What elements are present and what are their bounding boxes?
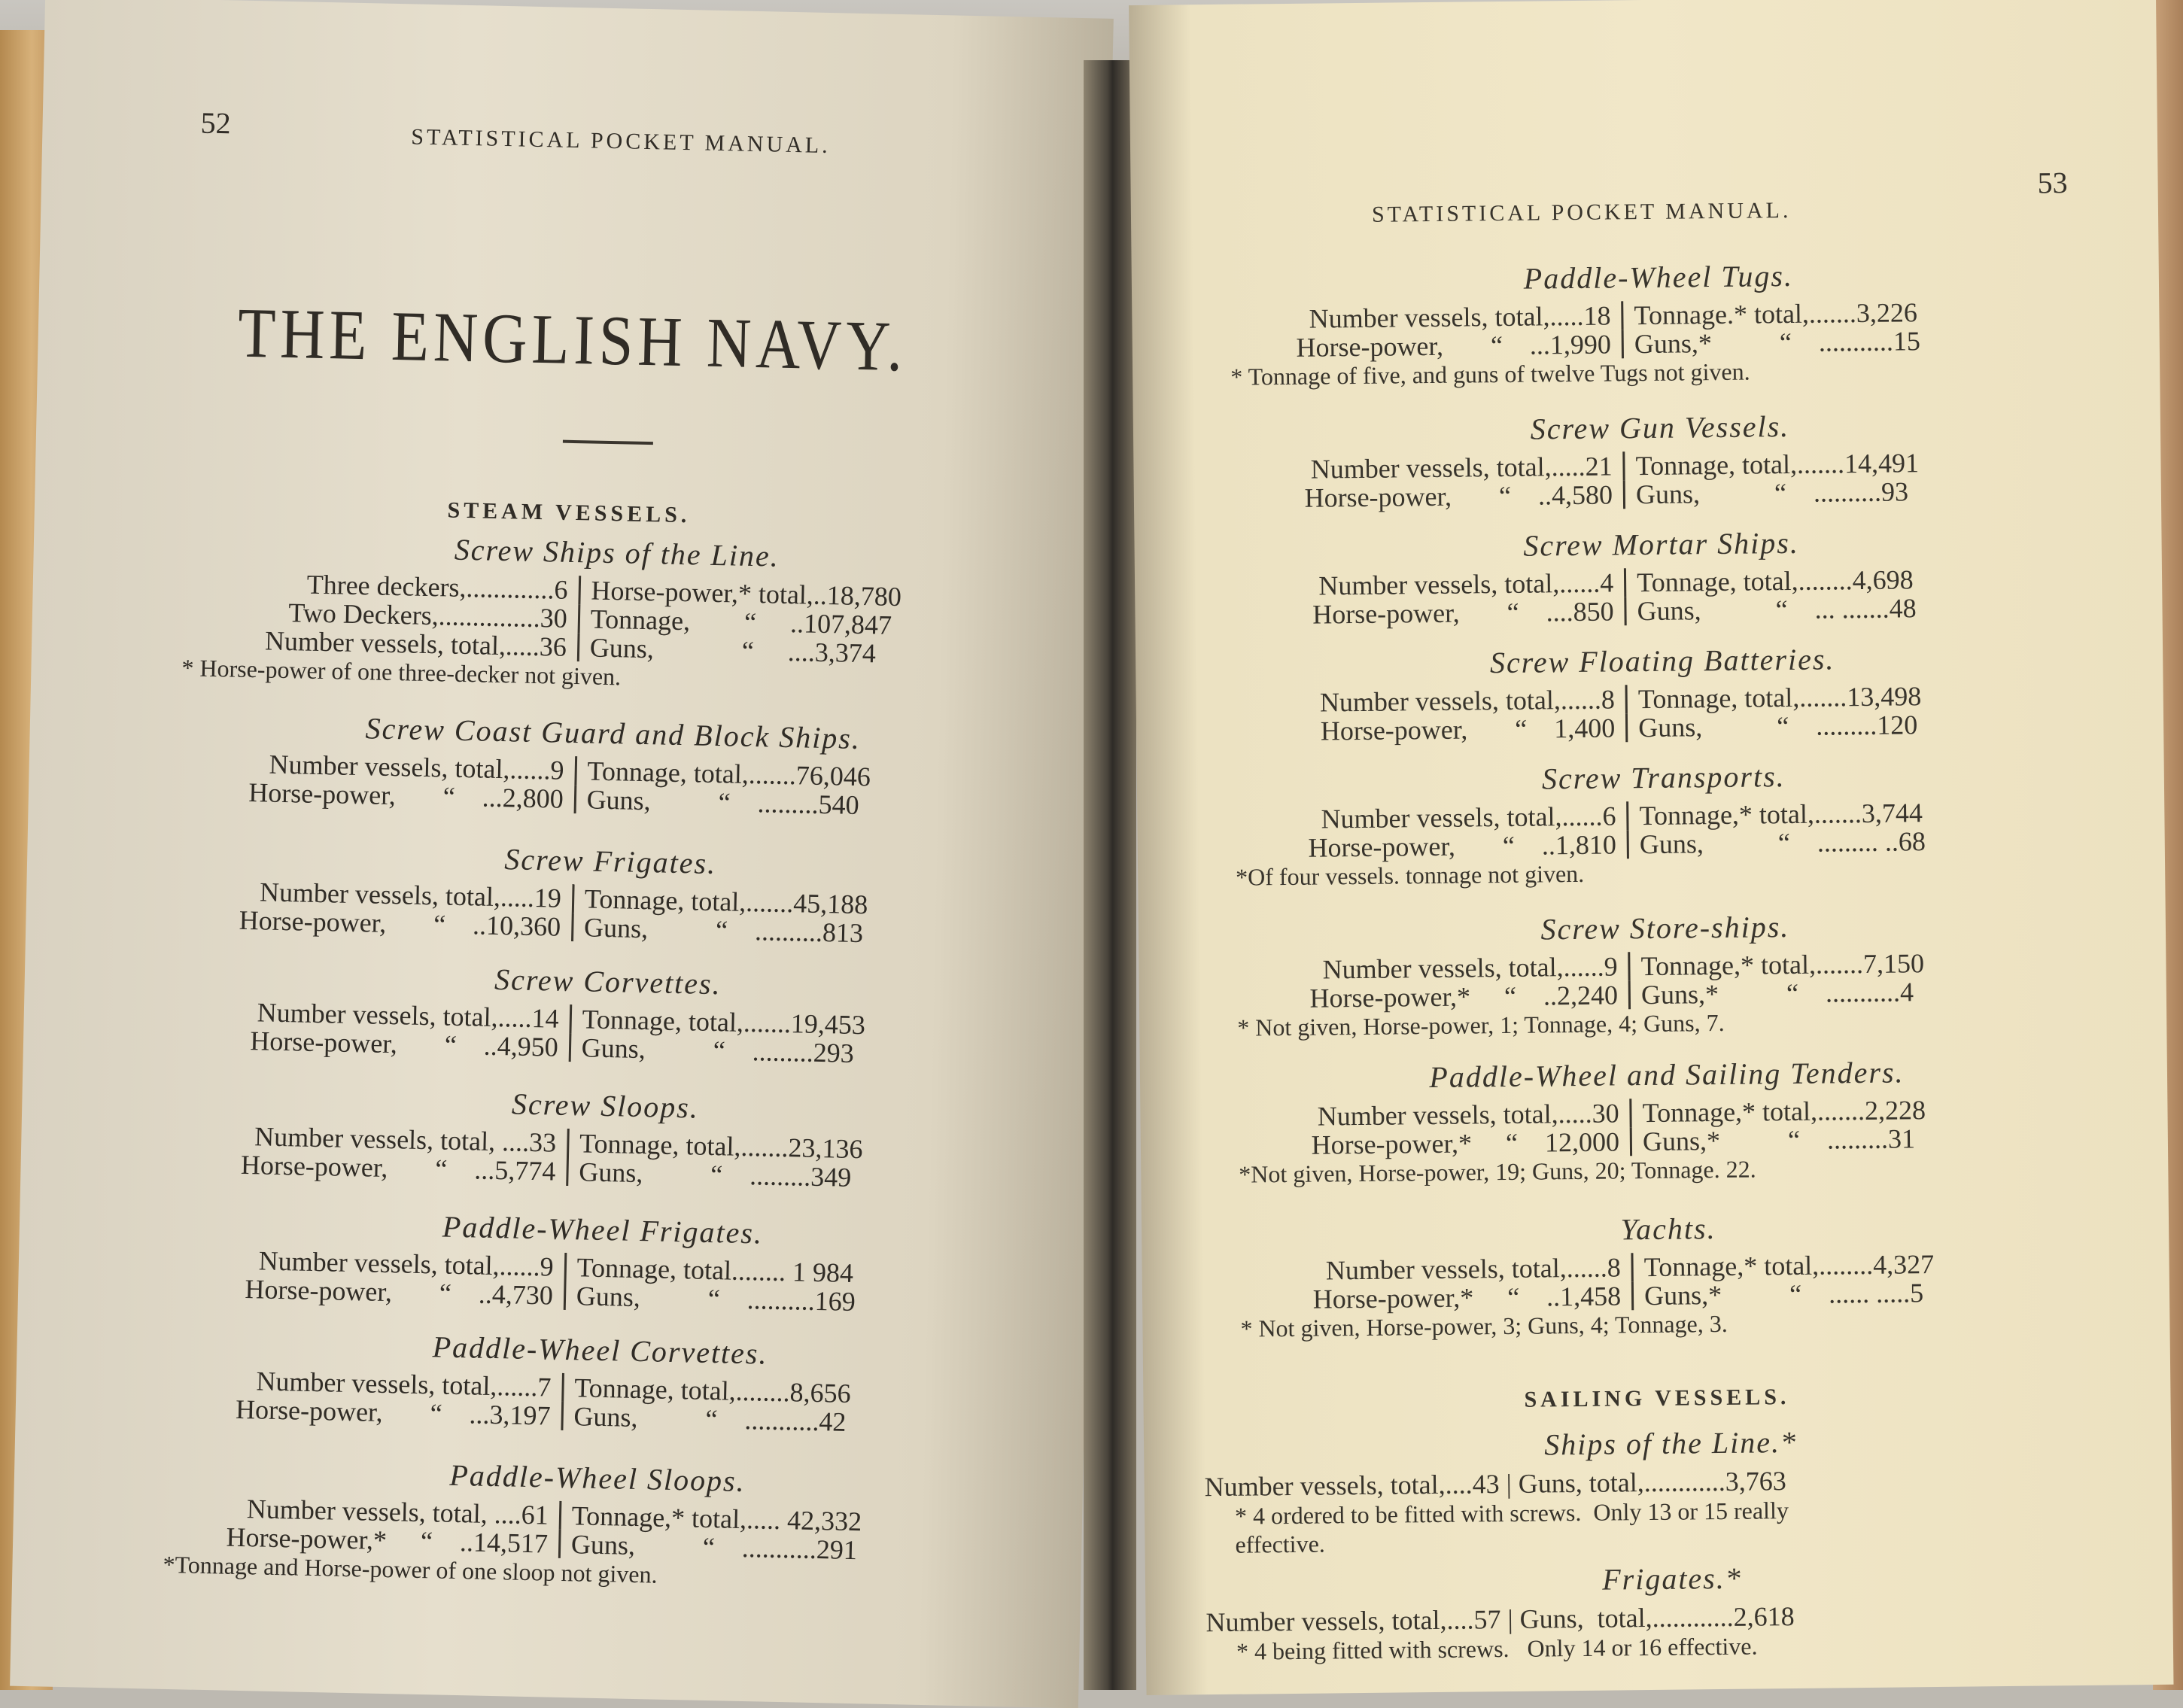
footnote: * Tonnage of five, and guns of twelve Tugs not given. xyxy=(1230,357,1750,391)
row-left-cell: Number vessels, total,.....18 xyxy=(1192,301,1624,334)
footnote: *Of four vessels. tonnage not given. xyxy=(1235,859,1585,891)
row-right-cell: Guns, “ ...........42 xyxy=(573,1401,847,1437)
page-number-left: 52 xyxy=(200,105,232,141)
row-right-cell: Guns, “ .........120 xyxy=(1638,710,1918,743)
row-right-cell: Guns, “ .........293 xyxy=(581,1032,855,1068)
row-right-cell: Guns, “ .........540 xyxy=(586,784,860,821)
table-row: Number vessels, total,....57 | Guns, total,............2,618 xyxy=(1206,1601,1795,1638)
row-left-cell: Number vessels, total,......8 xyxy=(1202,1253,1634,1286)
right-page xyxy=(1129,0,2173,1695)
footnote: * 4 being fitted with screws. Only 14 or 16 effective. xyxy=(1236,1632,1758,1665)
row-left-cell: Horse-power,* “ ..1,458 xyxy=(1202,1281,1634,1314)
row-right-cell: Guns, “ ..........93 xyxy=(1635,476,1909,510)
table-section xyxy=(1200,1052,2135,1189)
title-rule xyxy=(563,440,653,445)
row-right-cell: Tonnage, total,.......76,046 xyxy=(587,755,871,792)
row-left-cell: Three deckers,.............6 xyxy=(146,567,581,604)
section-title: Ships of the Line.* xyxy=(1543,1424,1798,1462)
row-right-cell: Guns,* “ ...........4 xyxy=(1640,977,1914,1011)
table-section xyxy=(1202,1206,2136,1343)
table-section xyxy=(129,1323,1071,1441)
table-row: Number vessels, total,....43 | Guns, total,............3,763 xyxy=(1204,1466,1786,1503)
table-section xyxy=(1206,1556,2139,1666)
section-title: Screw Transports. xyxy=(1541,759,1786,796)
section-title: Yachts. xyxy=(1620,1211,1716,1247)
running-head-left: STATISTICAL POCKET MANUAL. xyxy=(411,124,832,159)
page-number-right: 53 xyxy=(2037,166,2068,200)
row-right-cell: Guns,* “ ...........15 xyxy=(1634,326,1921,360)
row-left-cell: Number vessels, total,......7 xyxy=(129,1364,564,1402)
section-title: Screw Gun Vessels. xyxy=(1530,409,1790,446)
table-section xyxy=(136,954,1078,1072)
row-left-cell: Horse-power, “ ...3,197 xyxy=(129,1393,564,1430)
row-right-cell: Tonnage.* total,.......3,226 xyxy=(1634,297,1918,331)
row-left-cell: Horse-power,* “ ..14,517 xyxy=(126,1521,561,1558)
row-left-cell: Number vessels, total,......4 xyxy=(1195,568,1627,601)
row-left-cell: Horse-power,* “ 12,000 xyxy=(1201,1127,1633,1160)
section-title: Screw Ships of the Line. xyxy=(454,532,780,573)
table-section xyxy=(125,1451,1068,1597)
left-page xyxy=(10,0,1114,1708)
row-right-cell: Guns, “ ....3,374 xyxy=(589,632,877,669)
row-right-cell: Tonnage, total,.......14,491 xyxy=(1635,448,1920,482)
row-right-cell: Tonnage,* total,........4,327 xyxy=(1643,1249,1935,1283)
row-right-cell: Tonnage,* total,..... 42,332 xyxy=(571,1500,862,1537)
row-right-cell: Guns,* “ ...... .....5 xyxy=(1643,1278,1924,1311)
section-title: Paddle-Wheel and Sailing Tenders. xyxy=(1429,1055,1905,1095)
row-right-cell: Tonnage, total,.......19,453 xyxy=(582,1004,866,1041)
row-left-cell: Horse-power, “ ...2,800 xyxy=(141,776,576,813)
table-section xyxy=(1197,755,2132,892)
table-section xyxy=(1194,521,2128,630)
footnote: effective. xyxy=(1235,1530,1325,1558)
row-left-cell: Horse-power,* “ ..2,240 xyxy=(1199,980,1631,1014)
row-right-cell: Tonnage,* total,.......3,744 xyxy=(1639,798,1923,831)
row-right-cell: Guns,* “ .........31 xyxy=(1642,1123,1916,1157)
row-right-cell: Guns, “ ......... ..68 xyxy=(1639,826,1926,860)
book-gutter xyxy=(1084,60,1136,1690)
row-right-cell: Tonnage, “ ..107,847 xyxy=(590,603,892,640)
row-right-cell: Tonnage, total,........4,698 xyxy=(1637,564,1914,598)
table-section xyxy=(138,834,1081,952)
section-title: Screw Store-ships. xyxy=(1540,910,1790,947)
table-section xyxy=(1204,1421,2139,1559)
footnote: * Not given, Horse-power, 3; Guns, 4; Tonnage, 3. xyxy=(1240,1309,1728,1342)
table-section xyxy=(1193,405,2127,513)
section-title: Screw Frigates. xyxy=(503,842,717,881)
table-section xyxy=(1199,905,2133,1042)
row-left-cell: Number vessels, total,......9 xyxy=(141,747,576,785)
row-left-cell: Horse-power, “ ..10,360 xyxy=(138,904,573,941)
section-title: Screw Floating Batteries. xyxy=(1489,642,1835,680)
section-title: Paddle-Wheel Tugs. xyxy=(1523,258,1794,296)
row-left-cell: Number vessels, total,.....14 xyxy=(137,995,572,1033)
row-left-cell: Number vessels, total, ....33 xyxy=(134,1120,569,1157)
footnote: *Not given, Horse-power, 19; Guns, 20; Tonnage. 22. xyxy=(1239,1155,1756,1188)
row-left-cell: Number vessels, total,.....19 xyxy=(139,875,574,913)
row-left-cell: Horse-power, “ ..1,810 xyxy=(1198,830,1630,863)
row-right-cell: Tonnage,* total,.......2,228 xyxy=(1642,1095,1926,1129)
row-left-cell: Number vessels, total, ....61 xyxy=(126,1492,561,1530)
row-left-cell: Horse-power, “ ..4,580 xyxy=(1194,480,1626,513)
row-right-cell: Tonnage,* total,.......7,150 xyxy=(1640,948,1925,982)
row-left-cell: Horse-power, “ ...5,774 xyxy=(133,1148,568,1186)
row-right-cell: Tonnage, total........ 1 984 xyxy=(576,1252,854,1288)
running-head-right: STATISTICAL POCKET MANUAL. xyxy=(1371,197,1792,227)
section-title: Paddle-Wheel Frigates. xyxy=(442,1209,764,1251)
row-left-cell: Horse-power, “ ....850 xyxy=(1195,597,1627,630)
row-right-cell: Tonnage, total,........8,656 xyxy=(573,1372,852,1409)
row-right-cell: Guns, “ .........349 xyxy=(578,1156,852,1193)
table-section xyxy=(141,706,1084,824)
row-left-cell: Number vessels, total,.....30 xyxy=(1200,1099,1632,1132)
row-left-cell: Number vessels, total,.....21 xyxy=(1193,451,1625,485)
table-section xyxy=(1192,254,2127,391)
section-title: Screw Sloops. xyxy=(511,1086,700,1125)
row-left-cell: Number vessels, total,......9 xyxy=(1199,952,1631,985)
row-right-cell: Tonnage, total,.......23,136 xyxy=(579,1128,863,1165)
row-left-cell: Number vessels, total,......6 xyxy=(1197,801,1629,834)
page-title: THE ENGLISH NAVY. xyxy=(237,293,908,386)
row-left-cell: Number vessels, total,......9 xyxy=(132,1244,567,1281)
section-title: Paddle-Wheel Corvettes. xyxy=(432,1330,768,1371)
table-section xyxy=(1196,638,2130,746)
row-left-cell: Horse-power, “ 1,400 xyxy=(1196,713,1628,746)
row-right-cell: Guns, “ ..........169 xyxy=(576,1281,856,1317)
row-left-cell: Horse-power, “ ..4,730 xyxy=(131,1272,566,1310)
row-right-cell: Tonnage, total,.......13,498 xyxy=(1637,681,1922,715)
row-left-cell: Number vessels, total,......8 xyxy=(1196,685,1628,718)
division-heading-sailing: SAILING VESSELS. xyxy=(1524,1384,1790,1412)
division-heading-steam: STEAM VESSELS. xyxy=(447,497,691,528)
row-left-cell: Horse-power, “ ...1,990 xyxy=(1193,330,1625,363)
row-right-cell: Horse-power,* total,..18,780 xyxy=(591,575,902,612)
table-section xyxy=(133,1078,1075,1196)
section-title: Screw Corvettes. xyxy=(494,962,722,1001)
footnote: * 4 ordered to be fitted with screws. Only 13 or 15 really xyxy=(1234,1497,1789,1530)
row-left-cell: Number vessels, total,.....36 xyxy=(144,624,579,661)
row-right-cell: Tonnage, total,.......45,188 xyxy=(584,883,868,920)
section-title: Screw Mortar Ships. xyxy=(1523,525,1800,563)
table-section xyxy=(131,1202,1073,1321)
section-title: Screw Coast Guard and Block Ships. xyxy=(365,711,862,756)
row-right-cell: Guns, “ ...........291 xyxy=(570,1529,858,1566)
table-section xyxy=(144,525,1087,701)
row-left-cell: Horse-power, “ ..4,950 xyxy=(136,1024,571,1062)
row-right-cell: Guns, “ ..........813 xyxy=(583,912,864,949)
row-right-cell: Guns, “ ... .......48 xyxy=(1637,593,1917,627)
section-title: Frigates.* xyxy=(1601,1561,1742,1597)
section-title: Paddle-Wheel Sloops. xyxy=(449,1457,746,1499)
footnote: * Horse-power of one three-decker not given. xyxy=(181,654,622,691)
footnote: *Tonnage and Horse-power of one sloop not given. xyxy=(163,1550,658,1588)
footnote: * Not given, Horse-power, 1; Tonnage, 4; Guns, 7. xyxy=(1237,1008,1725,1041)
row-left-cell: Two Deckers,...............30 xyxy=(145,595,580,633)
